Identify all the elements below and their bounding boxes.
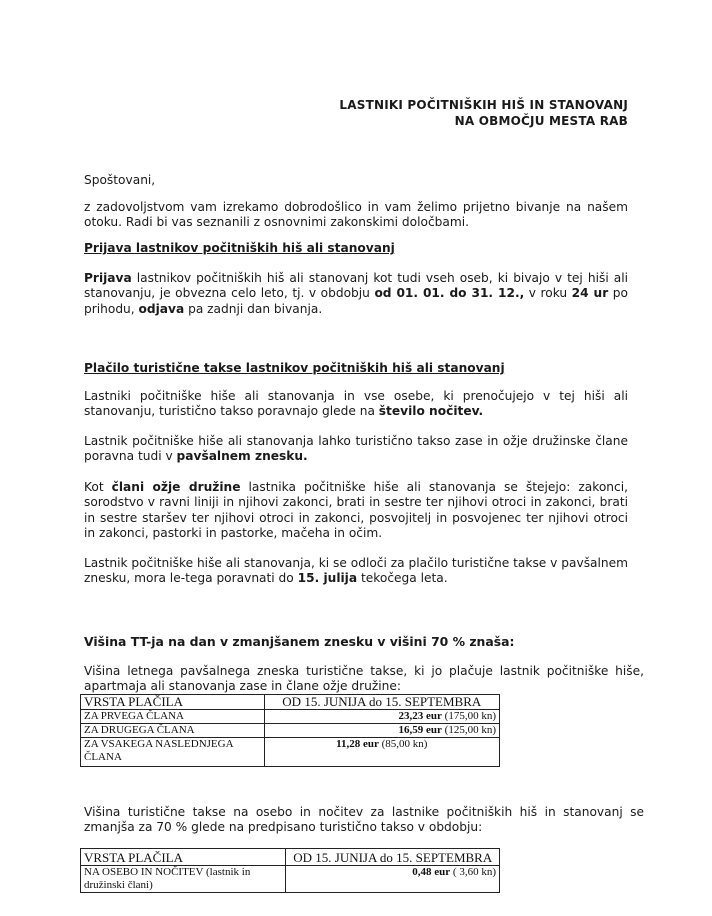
row-amount: 11,28 eur (85,00 kn) bbox=[264, 738, 499, 767]
row-label: NA OSEBO IN NOČITEV (lastnik in družinski člani) bbox=[81, 866, 286, 893]
table-header-row bbox=[81, 695, 500, 710]
table-header-row bbox=[81, 849, 500, 866]
column-header-type: VRSTA PLAČILA bbox=[81, 695, 265, 710]
greeting: Spoštovani, bbox=[84, 173, 156, 187]
section2-paragraph-1: Lastniki počitniške hiše ali stanovanja in vse osebe, ki prenočujejo v tej hiši ali stanovanju, turistično takso poravnajo glede na število nočitev. bbox=[84, 389, 628, 419]
table-row bbox=[81, 724, 500, 738]
intro-paragraph: z zadovoljstvom vam izrekamo dobrodošlico in vam želimo prijetno bivanje na našem otoku. Radi bi vas seznanili z osnovnimi zakonskimi določbami. bbox=[84, 200, 628, 230]
column-header-type: VRSTA PLAČILA bbox=[81, 849, 286, 866]
column-header-period: OD 15. JUNIJA do 15. SEPTEMBRA bbox=[264, 695, 499, 710]
section2-heading: Plačilo turistične takse lastnikov počitniških hiš ali stanovanj bbox=[84, 361, 505, 375]
section1-heading: Prijava lastnikov počitniških hiš ali stanovanj bbox=[84, 241, 395, 255]
row-amount: 16,59 eur (125,00 kn) bbox=[264, 724, 499, 738]
section2-paragraph-4: Lastnik počitniške hiše ali stanovanja, ki se odloči za plačilo turistične takse v pavšalnem znesku, mora le-tega poravnati do 15. julija tekočega leta. bbox=[84, 556, 628, 586]
title-line-1: LASTNIKI POČITNIŠKIH HIŠ IN STANOVANJ bbox=[339, 98, 628, 112]
row-amount: 0,48 eur ( 3,60 kn) bbox=[286, 866, 500, 893]
section3-paragraph-1: Višina letnega pavšalnega zneska turistične takse, ki jo plačuje lastnik počitniške hiše, apartmaja ali stanovanja zase in člane ožje družine: bbox=[84, 664, 644, 694]
section3-heading: Višina TT-ja na dan v zmanjšanem znesku v višini 70 % znaša: bbox=[84, 634, 515, 649]
row-amount: 23,23 eur (175,00 kn) bbox=[264, 710, 499, 724]
row-label: ZA DRUGEGA ČLANA bbox=[81, 724, 265, 738]
row-label: ZA VSAKEGA NASLEDNJEGA ČLANA bbox=[81, 738, 265, 767]
title-line-2: NA OBMOČJU MESTA RAB bbox=[454, 114, 628, 128]
section3-paragraph-2: Višina turistične takse na osebo in nočitev za lastnike počitniških hiš in stanovanj se zmanjša za 70 % glede na predpisano turistično takso v obdobju: bbox=[84, 805, 644, 835]
row-label: ZA PRVEGA ČLANA bbox=[81, 710, 265, 724]
table-row bbox=[81, 866, 500, 893]
flat-rate-table bbox=[80, 694, 500, 767]
section1-paragraph: Prijava lastnikov počitniških hiš ali stanovanj kot tudi vseh oseb, ki bivajo v tej hiši ali stanovanju, je obvezna celo leto, tj. v obdobju od 01. 01. do 31. 12., v roku 24 ur po prihodu, odjava pa zadnji dan bivanja. bbox=[84, 271, 628, 316]
per-night-table bbox=[80, 848, 500, 893]
table-row bbox=[81, 710, 500, 724]
section2-paragraph-2: Lastnik počitniške hiše ali stanovanja lahko turistično takso zase in ožje družinske člane poravna tudi v pavšalnem znesku. bbox=[84, 434, 628, 464]
column-header-period: OD 15. JUNIJA do 15. SEPTEMBRA bbox=[286, 849, 500, 866]
section2-paragraph-3: Kot člani ožje družine lastnika počitniške hiše ali stanovanja se štejejo: zakonci, sorodstvo v ravni liniji in njihovi zakonci, brati in sestre ter njihovi otroci in zakonci, brati in sestre staršev ter njihovi otroci in zakonci, posvojitelj in posvojenec ter njihovi otroci in zakonci, pastorki in pastorke, mačeha in očim. bbox=[84, 480, 628, 541]
document-title bbox=[339, 97, 628, 129]
table-row bbox=[81, 738, 500, 767]
